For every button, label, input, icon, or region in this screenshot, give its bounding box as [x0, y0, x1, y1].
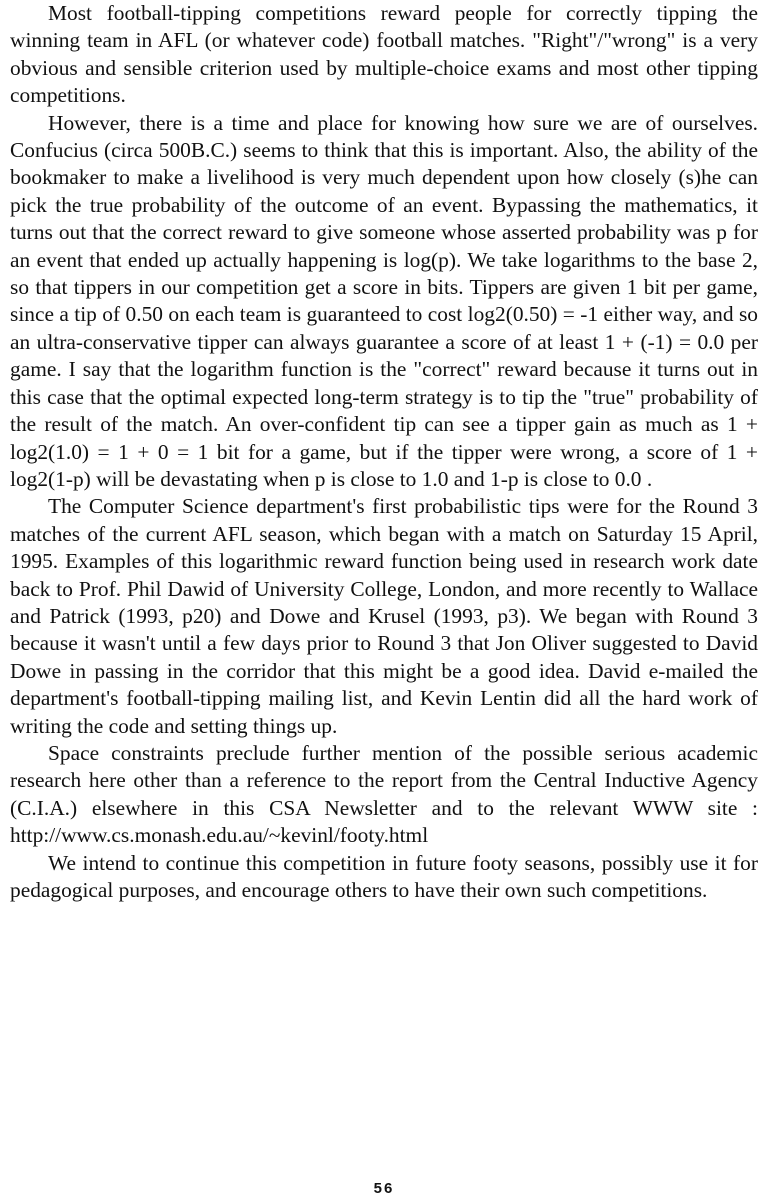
paragraph-log-reward: However, there is a time and place for knowing how sure we are of ourselves. Confucius (circa 500B.C.) seems to think that this is important. Also, the ability of the bookmaker to make a livelihood is very much dependent upon how closely (s)he can pick the true probability of the outcome of an event. Bypassing the mathematics, it turns out that the correct reward to give someone whose asserted probability was p for an event that ended up actually happening is log(p). We take logarithms to the base 2, so that tippers in our competition get a score in bits. Tippers are given 1 bit per game, since a tip of 0.50 on each team is guaranteed to cost log2(0.50) = -1 either way, and so an ultra-conservative tipper can always guarantee a score of at least 1 + (-1) = 0.0 per game. I say that the logarithm function is the "correct" reward because it turns out in this case that the optimal expected long-term strategy is to tip the "true" probability of the result of the match. An over-confident tip can see a tipper gain as much as 1 + log2(1.0) = 1 + 0 = 1 bit for a game, but if the tipper were wrong, a score of 1 + log2(1-p) will be devastating when p is close to 1.0 and 1-p is close to 0.0 .	[10, 110, 758, 491]
paragraph-intro: Most football-tipping competitions reward people for correctly tipping the winning team in AFL (or whatever code) football matches. "Right"/"wrong" is a very obvious and sensible criterion used by multiple-choice exams and most other tipping competitions.	[10, 1, 758, 108]
document-body	[10, 0, 758, 904]
paragraph-history: The Computer Science department's first probabilistic tips were for the Round 3 matches of the current AFL season, which began with a match on Saturday 15 April, 1995. Examples of this logarithmic reward function being used in research work date back to Prof. Phil Dawid of University College, London, and more recently to Wallace and Patrick (1993, p20) and Dowe and Krusel (1993, p3). We began with Round 3 because it wasn't until a few days prior to Round 3 that Jon Oliver suggested to David Dowe in passing in the corridor that this might be a good idea. David e-mailed the department's football-tipping mailing list, and Kevin Lentin did all the hard work of writing the code and setting things up.	[10, 494, 758, 738]
page-number: 56	[373, 1180, 395, 1197]
paragraph-future: We intend to continue this competition in future footy seasons, possibly use it for pedagogical purposes, and encourage others to have their own such competitions.	[10, 850, 758, 902]
paragraph-references: Space constraints preclude further mention of the possible serious academic research here other than a reference to the report from the Central Inductive Agency (C.I.A.) elsewhere in this CSA Newsletter and to the relevant WWW site : http://www.cs.monash.edu.au/~kevinl/footy.html	[10, 740, 758, 848]
